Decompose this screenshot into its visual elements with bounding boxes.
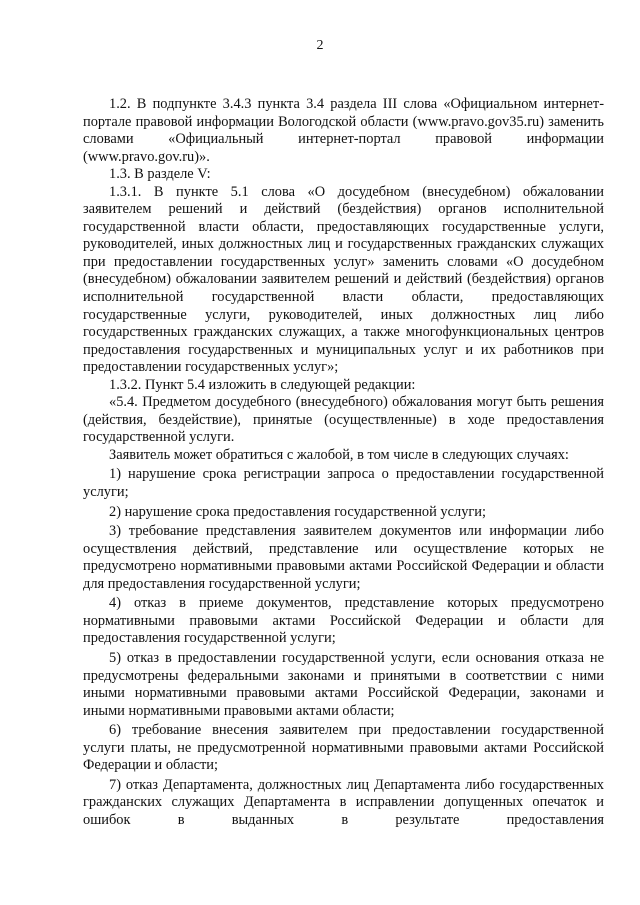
list-item-5: 5) отказ в предоставлении государственной услуги, если основания отказа не предусмотрены федеральными законами и принятыми в соответствии с ними иными нормативными правовыми актами Российской Федерации, законами и иными нормативными правовыми актами области; [83, 649, 604, 719]
paragraph-5-4: «5.4. Предметом досудебного (внесудебного) обжалования могут быть решения (действия, бездействие), принятые (осуществленные) в ходе предоставления государственной услуги. [83, 394, 604, 446]
list-item-1: 1) нарушение срока регистрации запроса о предоставлении государственной услуги; [83, 466, 604, 501]
list-item-2: 2) нарушение срока предоставления государственной услуги; [109, 503, 486, 520]
list-item-3: 3) требование представления заявителем документов или информации либо осуществления действий, представление или осуществление которых не предусмотрено нормативными правовыми актами Российской Федерации и области для предоставления государственной услуги; [83, 523, 604, 592]
list-item-6: 6) требование внесения заявителем при предоставлении государственной услуги платы, не предусмотренной нормативными правовыми актами Российской Федерации и области; [83, 722, 604, 774]
paragraph-1-3-1: 1.3.1. В пункте 5.1 слова «О досудебном (внесудебном) обжаловании заявителем решений и действий (бездействия) органов исполнительной государственной власти области, предоставляющих государственные услуги, руководителей, иных должностных лиц и государственных гражданских служащих при предоставлении государственных услуг» заменить словами «О досудебном (внесудебном) обжаловании заявителем решений и действий (бездействия) органов исполнительной государственной власти области, предоставляющих государственные услуги, руководителей, иных должностных лиц либо государственных гражданских служащих, а также многофункциональных центров предоставления государственных и муниципальных услуг и их работников при предоставлении государственных услуг»; [83, 183, 604, 376]
document-body [83, 96, 604, 829]
paragraph-1-3-2: 1.3.2. Пункт 5.4 изложить в следующей редакции: [109, 376, 416, 393]
list-item-4: 4) отказ в приеме документов, представление которых предусмотрено нормативными правовыми актами Российской Федерации и области для предоставления государственной услуги; [83, 595, 604, 647]
paragraph-cases-intro: Заявитель может обратиться с жалобой, в том числе в следующих случаях: [109, 446, 569, 463]
list-item-7: 7) отказ Департамента, должностных лиц Департамента либо государственных гражданских служащих Департамента в исправлении допущенных опечаток и ошибок в выданных в результате предоставления [83, 776, 604, 828]
page-number: 2 [316, 38, 324, 53]
paragraph-1-2: 1.2. В подпункте 3.4.3 пункта 3.4 раздела III слова «Официальном интернет-портале правовой информации Вологодской области (www.pravo.gov35.ru) заменить словами «Официальный интернет-портал правовой информации (www.pravo.gov.ru)». [83, 96, 604, 165]
paragraph-1-3: 1.3. В разделе V: [109, 166, 211, 183]
